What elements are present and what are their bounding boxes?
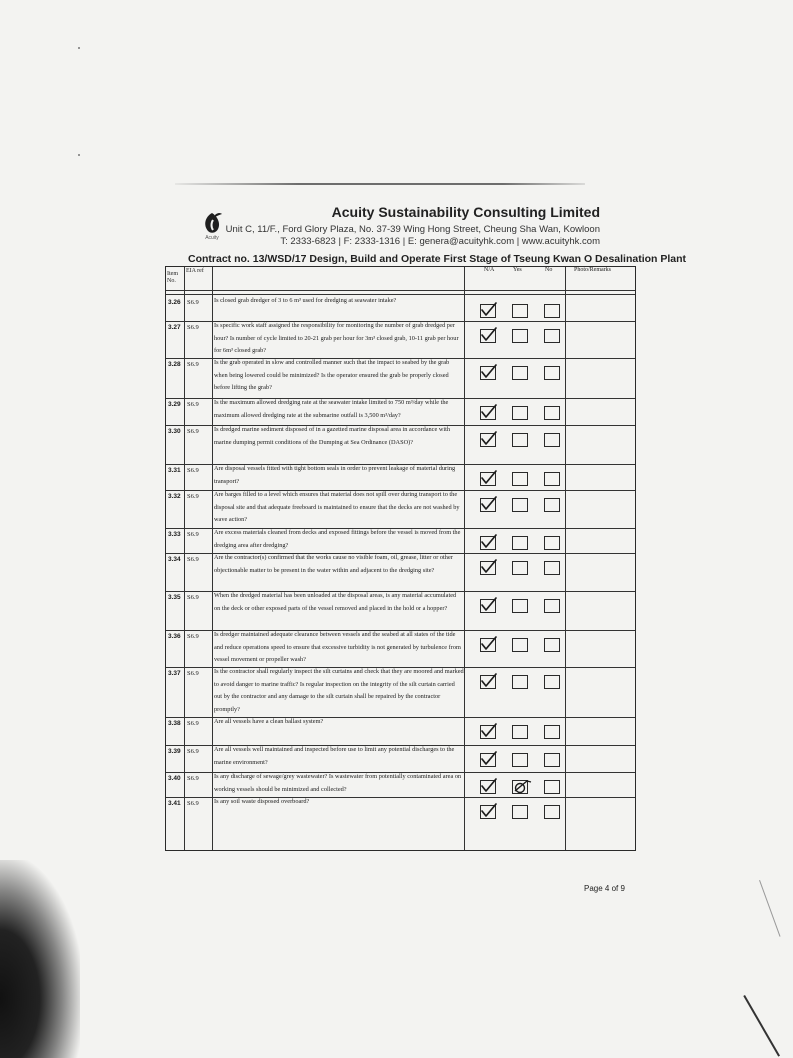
checkbox-na[interactable] <box>480 536 496 550</box>
row-question: Is dredger maintained adequate clearance between vessels and the seabed at all states of the tide and reduce operations speed to ensure that excessive turbidity is not generated by turbulence from vessel movement or propeller wash? <box>214 631 461 664</box>
header-na: N/A <box>484 267 495 273</box>
scan-shadow <box>0 860 80 1058</box>
row-item-no: 3.37 <box>168 670 181 677</box>
checkbox-na[interactable] <box>480 675 496 689</box>
row-eia-ref: S6.9 <box>187 299 199 306</box>
checkmark-icon <box>480 470 498 488</box>
checkmark-icon <box>480 364 498 382</box>
checkbox-no[interactable] <box>544 433 560 447</box>
logo-text: Acuity <box>205 235 219 241</box>
row-item-no: 3.31 <box>168 467 181 474</box>
column-divider <box>565 267 566 850</box>
header-eia-ref: EIA ref <box>186 268 204 274</box>
column-divider <box>464 267 465 850</box>
letterhead <box>190 203 610 253</box>
crossed-out-mark-icon <box>512 778 534 796</box>
checkmark-icon <box>480 302 498 320</box>
company-address: Unit C, 11/F., Ford Glory Plaza, No. 37-39 Wing Hong Street, Cheung Sha Wan, Kowloon <box>225 224 600 235</box>
row-item-no: 3.30 <box>168 428 181 435</box>
checkmark-icon <box>480 534 498 552</box>
row-question: Is specific work staff assigned the responsibility for monitoring the number of grab dredged per hour? Is number of cycle limited to 20-21 grab per hour for 3m³ closed grab, 10-11 grab per hour for 6m³ closed grab? <box>214 322 459 355</box>
scan-top-edge <box>175 183 585 185</box>
checkbox-no[interactable] <box>544 725 560 739</box>
checkbox-no[interactable] <box>544 304 560 318</box>
checkbox-no[interactable] <box>544 780 560 794</box>
checkmark-icon <box>480 597 498 615</box>
scan-pencil-mark <box>759 880 780 937</box>
checkmark-icon <box>480 803 498 821</box>
checkbox-na[interactable] <box>480 498 496 512</box>
checkbox-na[interactable] <box>480 329 496 343</box>
row-item-no: 3.34 <box>168 556 181 563</box>
checklist-table <box>165 266 636 851</box>
checkbox-na[interactable] <box>480 433 496 447</box>
row-eia-ref: S6.9 <box>187 670 199 677</box>
checkbox-yes[interactable] <box>512 536 528 550</box>
checkbox-yes[interactable] <box>512 433 528 447</box>
row-eia-ref: S6.9 <box>187 361 199 368</box>
row-item-no: 3.36 <box>168 633 181 640</box>
row-item-no: 3.26 <box>168 299 181 306</box>
row-eia-ref: S6.9 <box>187 531 199 538</box>
checkmark-icon <box>480 673 498 691</box>
checkmark-icon <box>480 723 498 741</box>
checkbox-yes[interactable] <box>512 753 528 767</box>
row-item-no: 3.38 <box>168 720 181 727</box>
checkbox-na[interactable] <box>480 725 496 739</box>
row-eia-ref: S6.9 <box>187 633 199 640</box>
contract-title: Contract no. 13/WSD/17 Design, Build and Operate First Stage of Tseung Kwan O Desalination Plant <box>188 253 687 265</box>
row-question: Is the grab operated in slow and controlled manner such that the impact to seabed by the grab when being lowered could be minimized? Is the operator ensured the grab be properly closed before lifting the grab? <box>214 359 450 392</box>
row-item-no: 3.27 <box>168 324 181 331</box>
checkmark-icon <box>480 778 498 796</box>
checkbox-na[interactable] <box>480 599 496 613</box>
scan-speck <box>78 47 80 49</box>
header-yes: Yes <box>513 267 522 273</box>
row-eia-ref: S6.9 <box>187 556 199 563</box>
checkmark-icon <box>480 327 498 345</box>
checkmark-icon <box>480 751 498 769</box>
header-divider <box>166 294 635 295</box>
company-contact: T: 2333-6823 | F: 2333-1316 | E: genera@acuityhk.com | www.acuityhk.com <box>280 236 600 247</box>
checkmark-icon <box>480 636 498 654</box>
checkbox-no[interactable] <box>544 406 560 420</box>
checkbox-na[interactable] <box>480 304 496 318</box>
row-eia-ref: S6.9 <box>187 467 199 474</box>
row-eia-ref: S6.9 <box>187 493 199 500</box>
checkbox-na[interactable] <box>480 472 496 486</box>
row-item-no: 3.35 <box>168 594 181 601</box>
checkmark-icon <box>480 404 498 422</box>
checkbox-yes[interactable] <box>512 675 528 689</box>
row-question: When the dredged material has been unloaded at the disposal areas, is any material accumulated on the deck or other exposed parts of the vessel removed and placed in the hold or a hopper? <box>214 592 457 612</box>
row-item-no: 3.28 <box>168 361 181 368</box>
checkbox-na[interactable] <box>480 805 496 819</box>
row-item-no: 3.32 <box>168 493 181 500</box>
row-item-no: 3.33 <box>168 531 181 538</box>
row-question: Are barges filled to a level which ensures that material does not spill over during transport to the disposal site and that adequate freeboard is maintained to ensure that the decks are not washed by wave action? <box>214 491 460 524</box>
checkbox-yes[interactable] <box>512 472 528 486</box>
checkbox-yes[interactable] <box>512 725 528 739</box>
checkbox-no[interactable] <box>544 675 560 689</box>
row-question: Are excess materials cleaned from decks and exposed fittings before the vessel is moved from the dredging area after dredging? <box>214 529 461 549</box>
checkbox-yes[interactable] <box>512 304 528 318</box>
checkbox-no[interactable] <box>544 498 560 512</box>
page-number: Page 4 of 9 <box>584 884 625 893</box>
checkbox-no[interactable] <box>544 536 560 550</box>
checkbox-yes[interactable] <box>512 498 528 512</box>
checkbox-yes[interactable] <box>512 406 528 420</box>
row-question: Are disposal vessels fitted with tight bottom seals in order to prevent leakage of material during transport? <box>214 465 456 485</box>
checkbox-no[interactable] <box>544 599 560 613</box>
checkbox-no[interactable] <box>544 472 560 486</box>
row-eia-ref: S6.9 <box>187 324 199 331</box>
checkbox-no[interactable] <box>544 753 560 767</box>
checkbox-yes[interactable] <box>512 805 528 819</box>
row-question: Are all vessels have a clean ballast system? <box>214 718 324 725</box>
row-item-no: 3.41 <box>168 800 181 807</box>
row-question: Is the maximum allowed dredging rate at the seawater intake limited to 750 m³/day while the maximum allowed dredging rate at the submarine outfall is 3,500 m³/day? <box>214 399 449 419</box>
checkmark-icon <box>480 431 498 449</box>
header-divider <box>166 290 635 291</box>
scan-speck <box>78 154 80 156</box>
row-question: Is any soil waste disposed overboard? <box>214 798 310 805</box>
company-name: Acuity Sustainability Consulting Limited <box>331 204 600 220</box>
header-item-no: Item No. <box>167 271 178 284</box>
checkmark-icon <box>480 559 498 577</box>
checkbox-no[interactable] <box>544 561 560 575</box>
row-item-no: 3.39 <box>168 748 181 755</box>
checkbox-yes[interactable] <box>512 329 528 343</box>
scan-pencil-mark <box>744 995 780 1056</box>
checkmark-icon <box>480 496 498 514</box>
row-question: Are the contractor(s) confirmed that the works cause no visible foam, oil, grease, litter or other objectionable matter to be present in the water within and adjacent to the dredging site? <box>214 554 453 574</box>
checkbox-no[interactable] <box>544 329 560 343</box>
row-question: Is dredged marine sediment disposed of in a gazetted marine disposal area in accordance with marine dumping permit conditions of the Dumping at Sea Ordinance (DASO)? <box>214 426 451 446</box>
column-divider <box>212 267 213 850</box>
row-eia-ref: S6.9 <box>187 748 199 755</box>
checkbox-na[interactable] <box>480 638 496 652</box>
checkbox-yes[interactable] <box>512 780 528 794</box>
row-item-no: 3.29 <box>168 401 181 408</box>
checkbox-na[interactable] <box>480 366 496 380</box>
row-question: Are all vessels well maintained and inspected before use to limit any potential discharges to the marine environment? <box>214 746 455 766</box>
row-eia-ref: S6.9 <box>187 594 199 601</box>
checkbox-yes[interactable] <box>512 638 528 652</box>
row-eia-ref: S6.9 <box>187 775 199 782</box>
checkbox-yes[interactable] <box>512 599 528 613</box>
row-question: Is closed grab dredger of 3 to 6 m³ used for dredging at seawater intake? <box>214 297 397 304</box>
checkbox-na[interactable] <box>480 780 496 794</box>
row-eia-ref: S6.9 <box>187 800 199 807</box>
checkbox-no[interactable] <box>544 638 560 652</box>
checkbox-na[interactable] <box>480 561 496 575</box>
header-no: No <box>545 267 553 273</box>
checkbox-na[interactable] <box>480 406 496 420</box>
checkbox-yes[interactable] <box>512 561 528 575</box>
row-eia-ref: S6.9 <box>187 401 199 408</box>
row-eia-ref: S6.9 <box>187 428 199 435</box>
row-eia-ref: S6.9 <box>187 720 199 727</box>
checkbox-no[interactable] <box>544 366 560 380</box>
row-item-no: 3.40 <box>168 775 181 782</box>
header-photo-remarks: Photo/Remarks <box>574 267 611 273</box>
row-question: Is any discharge of sewage/grey wastewater? Is wastewater from potentially contaminated area on working vessels should be minimized and collected? <box>214 773 462 793</box>
leaf-logo-icon <box>201 211 223 235</box>
checkbox-yes[interactable] <box>512 366 528 380</box>
checkbox-no[interactable] <box>544 805 560 819</box>
checkbox-na[interactable] <box>480 753 496 767</box>
row-question: Is the contractor shall regularly inspect the silt curtains and check that they are moored and marked to avoid danger to marine traffic? Is regular inspection on the integrity of the silt curtain carried out by the contractor and any damage to the silt curtain shall be repaired by the contractor promptly? <box>214 668 464 713</box>
